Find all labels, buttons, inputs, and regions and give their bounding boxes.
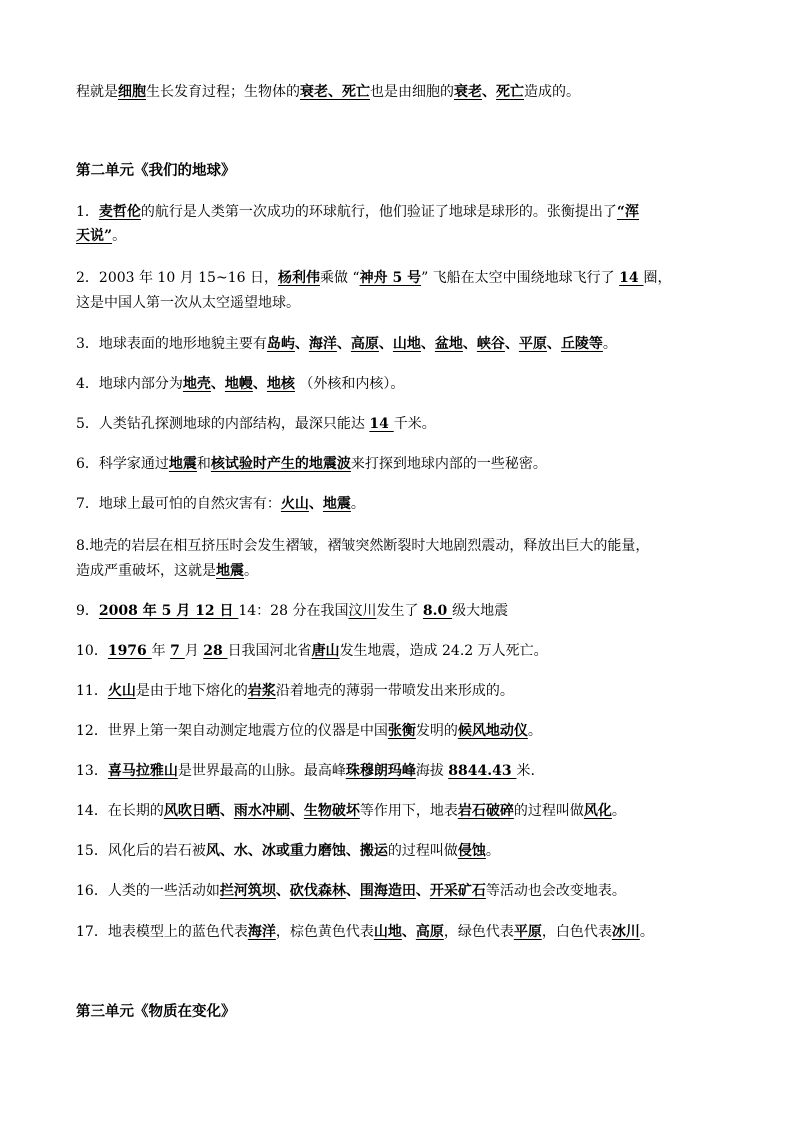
item-14 (76, 801, 726, 821)
text: 来打探到地球内部的一些秘密。 (350, 456, 547, 472)
underlined-term: 神舟 5 号 (359, 270, 422, 286)
underlined-term: 岛屿 (266, 336, 295, 352)
underlined-term: 2008 年 5 月 12 日 (98, 603, 239, 619)
underlined-term: 张衡 (387, 723, 416, 739)
text: 。 (485, 843, 500, 859)
text: 。 (602, 336, 617, 352)
item-8-cont (76, 561, 726, 581)
underlined-term: 围海造田 (359, 883, 416, 899)
underlined-term: 14 (369, 416, 394, 432)
underlined-term: 海洋 (308, 336, 337, 352)
underlined-term: 细胞 (118, 84, 146, 100)
text: 。 (244, 563, 258, 579)
underlined-term: 海洋 (247, 924, 276, 940)
item-number: 7．地球上最可怕的自然灾害有： (76, 496, 281, 512)
underlined-term: 盆地 (434, 336, 463, 352)
item-2 (76, 268, 726, 288)
intro-paragraph (76, 82, 726, 102)
item-5 (76, 414, 726, 434)
item-6 (76, 454, 726, 474)
underlined-term: 地震 (216, 563, 244, 579)
item-15 (76, 841, 726, 861)
underlined-term: 峡谷 (476, 336, 505, 352)
text: 米. (516, 763, 535, 779)
item-number: 14．在长期的 (76, 803, 164, 819)
underlined-term: 风吹日晒 (163, 803, 220, 819)
underlined-term: 汶川 (348, 603, 377, 619)
text: 生长发育过程；生物体的 (146, 84, 300, 100)
text: ，棕色黄色代表 (275, 924, 374, 940)
underlined-term: 唐山 (311, 643, 340, 659)
item-11 (76, 681, 726, 701)
underlined-term: 生物破坏 (303, 803, 360, 819)
text: 是世界最高的山脉。最高峰 (177, 763, 346, 779)
text: 地壳的岩层在相互挤压时会发生褶皱，褶皱突然断裂时大地剧烈震动，释放出巨大的能量， (89, 538, 650, 554)
text: 。 (639, 924, 654, 940)
underlined-term: 平原 (513, 924, 542, 940)
underlined-term: 火山 (107, 683, 136, 699)
item-2-cont: 这是中国人第一次从太空遥望地球。 (76, 295, 300, 311)
underlined-term: 死亡 (496, 84, 524, 100)
underlined-term: 候风地动仪 (457, 723, 528, 739)
underlined-term: 地震 (168, 456, 197, 472)
item-17 (76, 922, 726, 942)
underlined-term: 岩石破碎 (457, 803, 514, 819)
item-number: 13． (76, 763, 108, 779)
item-number: 16．人类的一些活动如 (76, 883, 220, 899)
text: 是由于地下熔化的 (135, 683, 248, 699)
text: 。 (611, 803, 626, 819)
separator: 、 (308, 496, 323, 512)
separator: 、 (210, 376, 225, 392)
text: 程就是 (76, 84, 118, 100)
text: 乘做 “ (319, 270, 360, 286)
underlined-term: 山地 (373, 924, 402, 940)
unit2-heading: 第二单元《我们的地球》 (76, 162, 236, 179)
bold-term: 风、水、冰或重力磨蚀、搬运 (205, 843, 388, 859)
item-number: 12．世界上第一架自动测定地震方位的仪器是中国 (76, 723, 388, 739)
text: 月 (184, 643, 204, 659)
item-13 (76, 761, 726, 781)
item-9 (76, 601, 726, 621)
text: 年 (151, 643, 171, 659)
item-1 (76, 202, 726, 222)
underlined-term: 山地 (392, 336, 421, 352)
item-number: 5．人类钻孔探测地球的内部结构，最深只能达 (76, 416, 370, 432)
underlined-term: 火山 (280, 496, 309, 512)
item-8 (76, 536, 726, 556)
item-number: 3．地球表面的地形地貌主要有 (76, 336, 267, 352)
text: 造成严重破坏，这就是 (76, 563, 216, 579)
text: 。 (350, 496, 365, 512)
text: 沿着地壳的薄弱一带喷发出来形成的。 (275, 683, 514, 699)
item-number: 11． (76, 683, 108, 699)
underlined-term: 地核 (266, 376, 295, 392)
underlined-term: 地震 (322, 496, 351, 512)
underlined-term: 核试验时产生的地震波 (210, 456, 351, 472)
item-number: 10． (76, 643, 108, 659)
text: （外核和内核）。 (294, 376, 405, 392)
underlined-term: 地壳 (182, 376, 211, 392)
item-number: 15．风化后的岩石被 (76, 843, 206, 859)
text: ，绿色代表 (443, 924, 514, 940)
item-10 (76, 641, 726, 661)
underlined-term: 喜马拉雅山 (107, 763, 178, 779)
separator: 、 (219, 803, 234, 819)
text: 级大地震 (452, 603, 509, 619)
item-1-cont (76, 226, 726, 246)
text: 的过程叫做 (513, 803, 584, 819)
separator: 、 (289, 803, 304, 819)
underlined-term: 7 (170, 643, 185, 659)
separator: 、 (252, 376, 267, 392)
text: 。 (527, 723, 542, 739)
text: 和 (196, 456, 211, 472)
separator: 、 (546, 336, 561, 352)
item-12 (76, 721, 726, 741)
underlined-term: 珠穆朗玛峰 (345, 763, 416, 779)
text: ” 飞船在太空中围绕地球飞行了 (421, 270, 620, 286)
text: 14：28 分在我国 (238, 603, 349, 619)
separator: 、 (294, 336, 309, 352)
underlined-term: 28 (203, 643, 228, 659)
underlined-term: 衰老 (454, 84, 482, 100)
underlined-term: 拦河筑坝 (219, 883, 276, 899)
text: 等活动也会改变地表。 (485, 883, 626, 899)
underlined-term: 8.0 (422, 603, 453, 619)
separator: 、 (420, 336, 435, 352)
text: ，白色代表 (541, 924, 612, 940)
text: 发生地震，造成 24.2 万人死亡。 (339, 643, 548, 659)
item-4 (76, 374, 726, 394)
unit3-heading: 第三单元《物质在变化》 (76, 1003, 236, 1020)
item-3 (76, 334, 726, 354)
underlined-term: 高原 (350, 336, 379, 352)
separator: 、 (462, 336, 477, 352)
text: 发明的 (415, 723, 458, 739)
text: 千米。 (393, 416, 436, 432)
underlined-term: 衰老、死亡 (300, 84, 370, 100)
item-number: 4．地球内部分为 (76, 376, 183, 392)
underlined-term: 雨水冲刷 (233, 803, 290, 819)
underlined-term: 砍伐森林 (289, 883, 346, 899)
underlined-term: 8844.43 (448, 763, 517, 779)
text: 。 (112, 228, 127, 244)
text: 海拔 (415, 763, 449, 779)
text: 等作用下，地表 (359, 803, 458, 819)
text: 的过程叫做 (387, 843, 458, 859)
item-number: 2．2003 年 10 月 15~16 日， (76, 270, 278, 286)
separator: 、 (275, 883, 290, 899)
underlined-term: 1976 (107, 643, 152, 659)
separator: 、 (504, 336, 519, 352)
text: 也是由细胞的 (370, 84, 454, 100)
text: 日我国河北省 (227, 643, 312, 659)
underlined-term: 冰川 (611, 924, 640, 940)
separator: 、 (415, 883, 430, 899)
text: 造成的。 (524, 84, 580, 100)
underlined-term: 天说” (76, 228, 113, 244)
underlined-term: 高原 (415, 924, 444, 940)
item-number: 9． (76, 603, 99, 619)
underlined-term: 杨利伟 (277, 270, 320, 286)
separator: 、 (336, 336, 351, 352)
separator: 、 (378, 336, 393, 352)
underlined-term: 平原 (518, 336, 547, 352)
item-number: 17．地表模型上的蓝色代表 (76, 924, 248, 940)
underlined-term: 岩浆 (247, 683, 276, 699)
text: 、 (482, 84, 496, 100)
item-16 (76, 881, 726, 901)
underlined-term: 侵蚀 (457, 843, 486, 859)
underlined-term: 麦哲伦 (98, 204, 141, 220)
separator: 、 (401, 924, 416, 940)
underlined-term: “浑 (616, 204, 639, 220)
item-number: 6．科学家通过 (76, 456, 169, 472)
item-7 (76, 494, 726, 514)
underlined-term: 开采矿石 (429, 883, 486, 899)
text: 圈， (643, 270, 672, 286)
underlined-term: 地幔 (224, 376, 253, 392)
item-number: 1． (76, 204, 99, 220)
text: 发生了 (376, 603, 423, 619)
underlined-term: 丘陵等 (560, 336, 603, 352)
item-number: 8. (76, 538, 90, 554)
separator: 、 (345, 883, 360, 899)
underlined-term: 风化 (583, 803, 612, 819)
underlined-term: 14 (619, 270, 644, 286)
text: 的航行是人类第一次成功的环球航行，他们验证了地球是球形的。张衡提出了 (140, 204, 617, 220)
